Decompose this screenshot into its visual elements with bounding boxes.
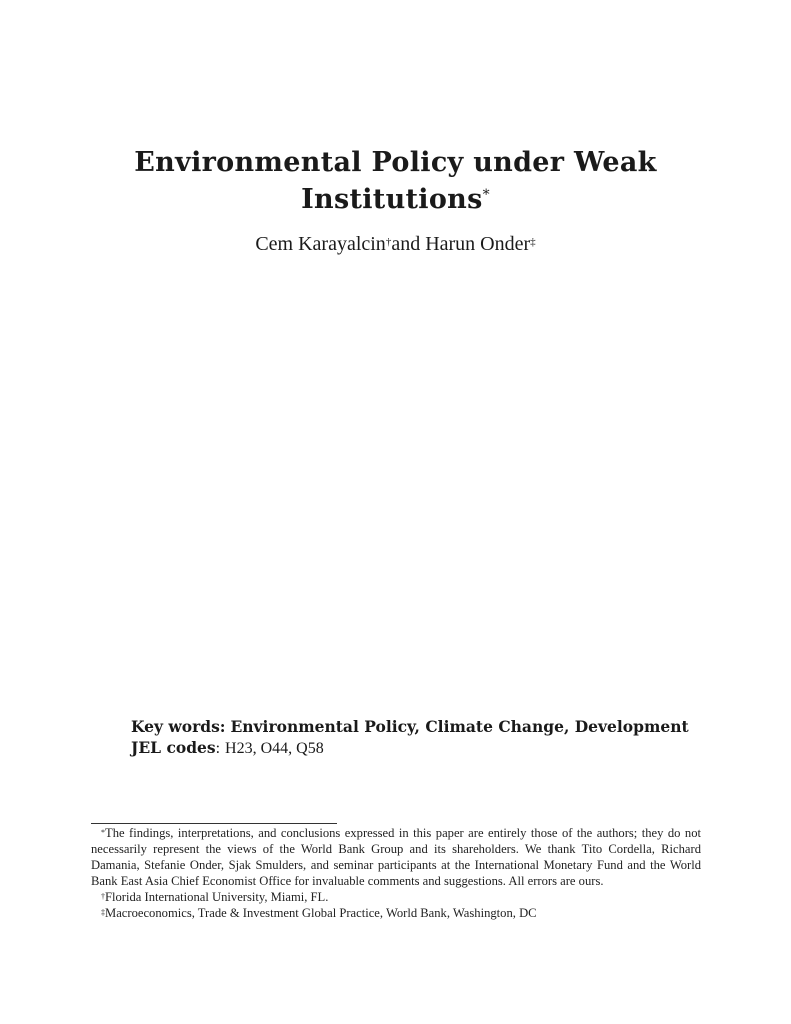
jel-colon: : bbox=[215, 740, 221, 757]
footnote bbox=[91, 890, 701, 906]
author-conjunction: and bbox=[391, 233, 421, 255]
author-name: Cem Karayalcin bbox=[255, 233, 386, 255]
author-footnote-mark: † bbox=[385, 236, 392, 248]
title-line-1: Environmental Policy under Weak bbox=[134, 147, 657, 178]
jel-codes-line bbox=[131, 737, 324, 759]
keywords-label: Key words: bbox=[131, 717, 226, 736]
footnote-text: Macroeconomics, Trade & Investment Global Practice, World Bank, Washington, DC bbox=[105, 905, 537, 920]
author-footnote-mark: ‡ bbox=[530, 236, 536, 248]
paper-title bbox=[90, 144, 701, 218]
footnote bbox=[91, 906, 701, 922]
footnotes bbox=[91, 826, 701, 921]
author-list bbox=[90, 232, 701, 256]
title-line-2: Institutions bbox=[301, 184, 483, 215]
author-name: Harun Onder bbox=[425, 233, 531, 255]
footnote-mark: * bbox=[101, 828, 105, 837]
footnote-text: The findings, interpretations, and conclusions expressed in this paper are entirely those of the authors; they do not necessarily represent the views of the World Bank Group and its shareholders. We thank Tito Cordella, Richard Damania, Stefanie Onder, Sjak Smulders, and seminar participants at the International Monetary Fund and the World Bank East Asia Chief Economist Office for invaluable comments and suggestions. All errors are ours. bbox=[91, 826, 701, 888]
jel-label: JEL codes bbox=[131, 738, 216, 757]
footnote-mark: † bbox=[101, 891, 105, 901]
keywords-value: Environmental Policy, Climate Change, Development bbox=[230, 717, 689, 736]
footnote-divider bbox=[91, 823, 337, 824]
footnote-text: Florida International University, Miami, FL. bbox=[105, 889, 329, 904]
jel-value: H23, O44, Q58 bbox=[225, 740, 324, 757]
footnote-mark: ‡ bbox=[101, 907, 105, 917]
keywords-line bbox=[131, 716, 689, 738]
title-footnote-mark: * bbox=[482, 187, 490, 203]
footnote bbox=[91, 826, 701, 890]
